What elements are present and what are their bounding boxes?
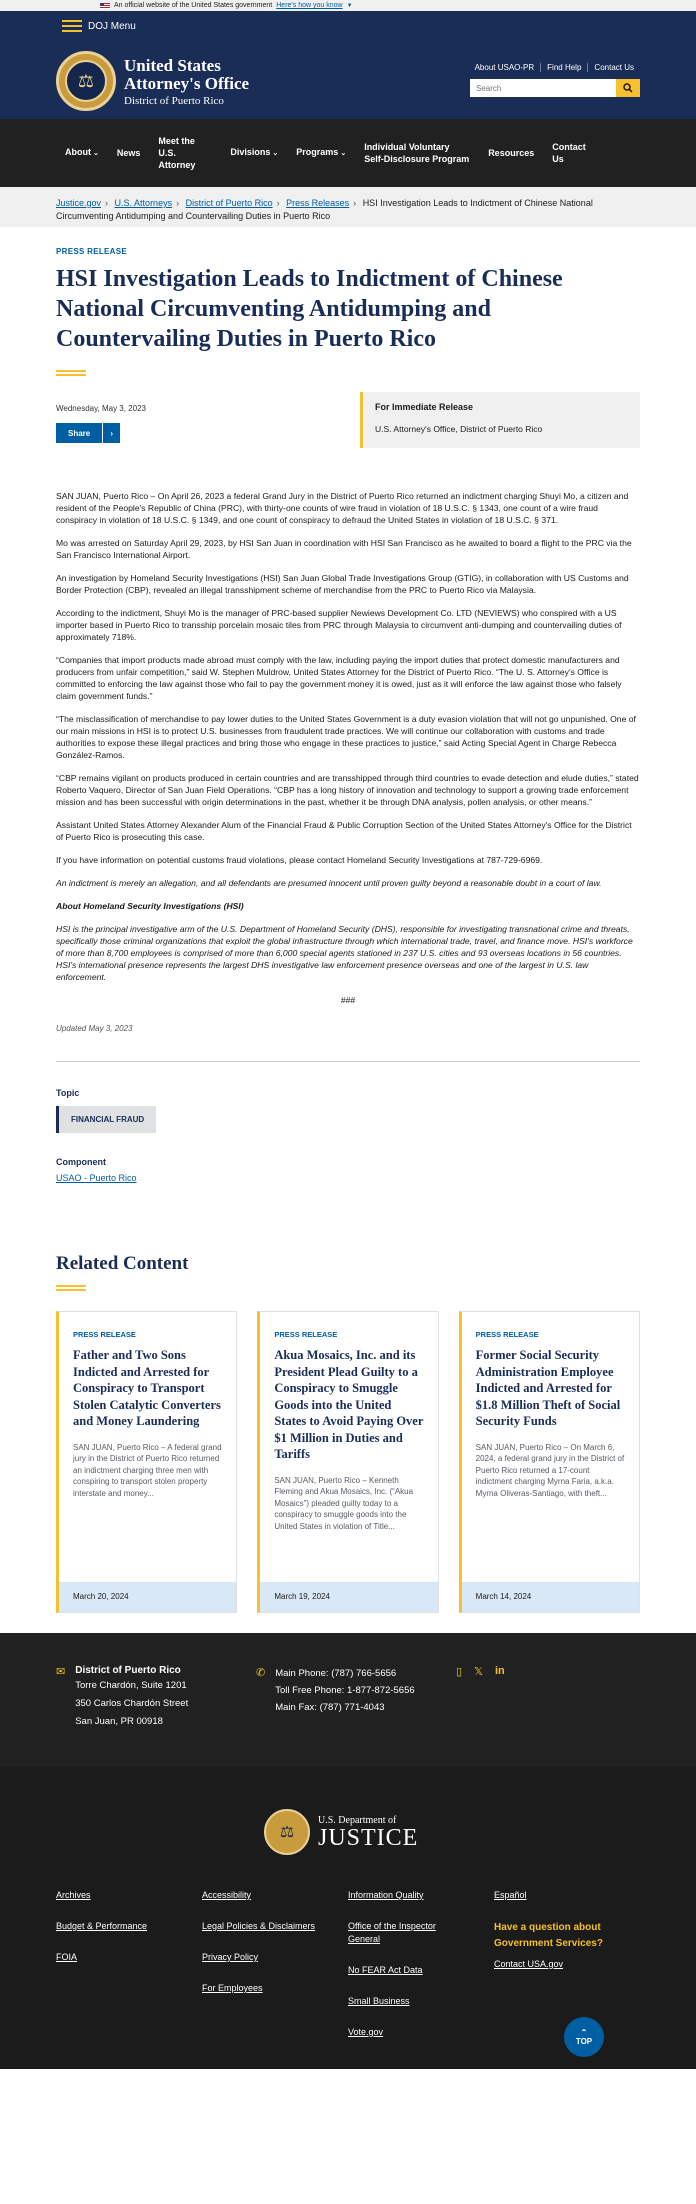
footer-link[interactable]: Privacy Policy	[202, 1952, 259, 1962]
updated-date: Updated May 3, 2023	[56, 1024, 133, 1033]
utility-links	[469, 63, 640, 72]
body-paragraph: According to the indictment, Shuyi Mo is the manager of PRC-based supplier Newiews Development Co. LTD (NEVIEWS) who conspired with a US importer based in Puerto Rico to transship porcelain mosaic tiles from PRC through Malaysia to circumvent anti-dumping and countervailing duties of approximately 718%.	[56, 608, 622, 642]
search-icon	[623, 83, 633, 93]
nav-item-divisions[interactable]	[221, 146, 287, 160]
share-label: Share	[68, 428, 91, 438]
body-paragraph: An investigation by Homeland Security Investigations (HSI) San Juan Global Trade Investigations Group (GTIG), in collaboration with US Customs and Border Protection (CBP), revealed an illegal transshipment scheme of merchandise from the PRC to Puerto Rico via Malaysia.	[56, 573, 629, 595]
card-date: March 20, 2024	[59, 1582, 236, 1612]
address-line: Torre Chardón, Suite 1201	[75, 1680, 187, 1691]
article-body	[56, 490, 640, 1006]
main-phone[interactable]: Main Phone: (787) 766-5656	[275, 1668, 397, 1679]
doj-seal-icon	[264, 1809, 310, 1855]
nav-item-voluntary-disclosure[interactable]	[355, 141, 479, 165]
footer-link[interactable]: FOIA	[56, 1952, 78, 1962]
related-content-heading: Related Content	[56, 1253, 189, 1274]
card-date: March 19, 2024	[260, 1582, 437, 1612]
footer-office-name: District of Puerto Rico	[75, 1665, 181, 1676]
footer-links	[56, 1889, 640, 2057]
divider	[56, 1061, 640, 1062]
about-hsi-heading: About Homeland Security Investigations (HSI)	[56, 901, 244, 911]
footer-link[interactable]: Legal Policies & Disclaimers	[202, 1921, 316, 1931]
nav-item-contact-us[interactable]	[543, 141, 597, 165]
footer-link-column	[348, 1889, 494, 2057]
x-icon[interactable]: 𝕏	[474, 1666, 483, 1678]
card-eyebrow: PRESS RELEASE	[73, 1330, 136, 1339]
body-paragraph: “The misclassification of merchandise to pay lower duties to the United States Government is a duty evasion violation that will not go unpunished. One of our main missions in HSI is to protect U.S. businesses from fraudulent trade practices. We will continue our collaboration with customs and trade authorities to expose these illegal practices and bring those who engage in these practices to justice,” said Acting Special Agent in Charge Rebecca González-Ramos.	[56, 714, 636, 760]
nav-item-news[interactable]	[108, 147, 150, 159]
main-nav	[0, 119, 696, 187]
end-mark: ###	[340, 995, 356, 1005]
footer-link[interactable]: Archives	[56, 1890, 91, 1900]
chevron-down-icon: ⌄	[93, 150, 99, 157]
footer-link-column	[56, 1889, 202, 2057]
card-title[interactable]: Former Social Security Administration Employee Indicted and Arrested for $1.8 Million Theft of Social Security Funds	[475, 1348, 621, 1428]
related-cards	[56, 1311, 640, 1613]
doj-footer-logo[interactable]	[264, 1809, 418, 1855]
linkedin-icon[interactable]: in	[494, 1665, 505, 1677]
footer-address	[56, 1665, 256, 1767]
card-excerpt: SAN JUAN, Puerto Rico – A federal grand jury in the District of Puerto Rico returned an indictment charging three men with conspiring to transport stolen property interstate and money...	[73, 1442, 222, 1498]
body-paragraph: If you have information on potential customs fraud violations, please contact Homeland Security Investigations at 787-729-6969.	[56, 855, 543, 865]
card-eyebrow: PRESS RELEASE	[475, 1330, 539, 1339]
nav-item-about[interactable]	[56, 146, 108, 160]
nav-item-label: News	[116, 148, 141, 158]
card-date: March 14, 2024	[462, 1582, 639, 1612]
breadcrumb: Justice.gov › U.S. Attorneys › District of Puerto Rico › Press Releases › HSI Investigation Leads to Indictment of Chinese National Circumventing Antidumping and Countervailing Duties in Puerto Rico	[0, 187, 696, 227]
mobile-icon[interactable]: ▯	[456, 1666, 463, 1678]
nav-item-programs[interactable]	[287, 146, 355, 160]
topic-tag-financial-fraud[interactable]: FINANCIAL FRAUD	[56, 1106, 156, 1133]
hamburger-menu-icon[interactable]	[62, 20, 82, 32]
footer-link[interactable]: Office of the Inspector General	[348, 1921, 436, 1944]
site-title-line2: Attorney's Office	[124, 74, 250, 93]
release-office: U.S. Attorney's Office, District of Puerto Rico	[375, 424, 543, 434]
main-fax: Main Fax: (787) 771-4043	[275, 1702, 385, 1713]
footer-link[interactable]: For Employees	[202, 1983, 263, 1993]
doj-menu-bar	[0, 11, 696, 41]
top-label: TOP	[575, 2037, 593, 2046]
article-meta	[56, 392, 640, 448]
address-line: San Juan, PR 00918	[75, 1716, 163, 1727]
about-usao-link[interactable]: About USAO-PR	[474, 63, 535, 72]
release-heading: For Immediate Release	[375, 402, 474, 412]
footer-bottom	[0, 1767, 696, 2069]
footer-link-column	[202, 1889, 348, 2057]
footer-link[interactable]: Small Business	[348, 1996, 410, 2006]
body-paragraph: Mo was arrested on Saturday April 29, 2023, by HSI San Juan in coordination with HSI San Francisco as he awaited to board a flight to the PRC via the San Francisco International Airport.	[56, 538, 632, 560]
doj-logo-line1: U.S. Department of	[318, 1814, 397, 1826]
related-card[interactable]	[459, 1311, 640, 1613]
how-you-know-link[interactable]: Here's how you know	[276, 2, 343, 9]
toll-free-phone[interactable]: Toll Free Phone: 1-877-872-5656	[275, 1685, 415, 1696]
breadcrumb-link-us-attorneys[interactable]: U.S. Attorneys	[114, 198, 173, 208]
related-divider	[56, 1285, 86, 1291]
footer-link[interactable]: Español	[494, 1890, 527, 1900]
about-hsi-text: HSI is the principal investigative arm of the U.S. Department of Homeland Security (DHS), responsible for investigating transnational crime and threats, specifically those criminal organizations that exploit the global infrastructure through which international trade, travel, and finance move. HSI's workforce of more than 8,700 employees is comprised of more than 6,000 special agents stationed in 237 U.S. cities and 93 overseas locations in 56 countries. HSI's international presence represents the largest DHS investigative law enforcement presence overseas and one of the largest in U.S. law enforcement.	[56, 924, 633, 982]
nav-item-label: About	[65, 147, 91, 157]
related-card[interactable]	[257, 1311, 438, 1613]
related-card[interactable]	[56, 1311, 237, 1613]
card-excerpt: SAN JUAN, Puerto Rico – Kenneth Fleming and Akua Mosaics, Inc. (“Akua Mosaics”) pleaded guilty today to a conspiracy to smuggle goods into the United States in violation of Title...	[274, 1475, 414, 1531]
nav-item-label: Individual Voluntary Self-Disclosure Program	[364, 142, 470, 164]
footer-link[interactable]: Budget & Performance	[56, 1921, 148, 1931]
chevron-up-icon: ⌃	[580, 2028, 588, 2037]
card-title[interactable]: Akua Mosaics, Inc. and its President Plead Guilty to a Conspiracy to Smuggle Goods into the United States to Avoid Paying Over $1 Million in Duties and Tariffs	[274, 1348, 424, 1461]
footer-question: Have a question about Government Services?	[494, 1922, 603, 1949]
breadcrumb-link-press-releases[interactable]: Press Releases	[286, 198, 350, 208]
breadcrumb-current: HSI Investigation Leads to Indictment of Chinese National Circumventing Antidumping and Countervailing Duties in Puerto Rico	[56, 198, 593, 221]
site-header	[0, 41, 696, 119]
site-title-line1: United States	[124, 56, 221, 75]
site-subtitle: District of Puerto Rico	[124, 95, 224, 107]
nav-item-label: Programs	[296, 147, 339, 157]
breadcrumb-link-justice[interactable]: Justice.gov	[56, 198, 102, 208]
search-form	[470, 79, 640, 97]
chevron-down-icon: ⌄	[340, 150, 347, 157]
nav-item-resources[interactable]	[479, 147, 543, 159]
chevron-down-icon: ▼	[346, 2, 353, 9]
find-help-link[interactable]: Find Help	[540, 63, 587, 72]
breadcrumb-link-district[interactable]: District of Puerto Rico	[185, 198, 273, 208]
card-excerpt: SAN JUAN, Puerto Rico – On March 6, 2024, a federal grand jury in the District of Puerto Rico returned a 17-count indictment charging Myrna Faria, a.k.a. Myrna Oliveras-Santiago, with theft...	[475, 1442, 625, 1498]
nav-item-meet-us-attorney[interactable]	[149, 135, 221, 171]
nav-item-label: Meet the U.S. Attorney	[158, 136, 196, 170]
footer-link[interactable]: No FEAR Act Data	[348, 1965, 423, 1975]
page-title: HSI Investigation Leads to Indictment of Chinese National Circumventing Antidumping and Countervailing Duties in Puerto Rico	[56, 266, 563, 352]
card-eyebrow: PRESS RELEASE	[274, 1330, 338, 1339]
nav-item-label: Resources	[488, 148, 535, 158]
article-date: Wednesday, May 3, 2023	[56, 404, 146, 413]
chevron-down-icon: ⌄	[272, 150, 279, 157]
phone-icon: ✆	[256, 1667, 266, 1679]
footer-phones	[256, 1665, 456, 1767]
search-input[interactable]	[470, 79, 616, 97]
article	[0, 247, 696, 1613]
footer-social	[456, 1665, 505, 1767]
footer-link[interactable]: Information Quality	[348, 1890, 424, 1900]
card-title[interactable]: Father and Two Sons Indicted and Arrested for Conspiracy to Transport Stolen Catalytic Converters and Money Laundering	[73, 1348, 221, 1428]
body-paragraph: Assistant United States Attorney Alexander Alum of the Financial Fraud & Public Corruption Section of the United States Attorney's Office for the District of Puerto Rico is prosecuting this case.	[56, 820, 632, 842]
doj-menu-button[interactable]: DOJ Menu	[88, 20, 136, 32]
title-divider	[56, 370, 86, 376]
gov-banner	[0, 0, 696, 11]
body-paragraph: “CBP remains vigilant on products produced in certain countries and are transshipped through third countries to evade detection and elude duties,” stated Roberto Vaquero, Director of San Juan Field Operations. “CBP has a long history of innovation and technology to support a growing trade enforcement mission and has been successful with origin determinations in the past, whether it be through DNA analysis, pollen analysis, or other means.”	[56, 773, 639, 807]
immediate-release-box	[360, 392, 640, 448]
article-eyebrow: PRESS RELEASE	[56, 247, 128, 256]
contact-us-link[interactable]: Contact Us	[587, 63, 640, 72]
doj-seal-logo[interactable]	[56, 51, 116, 111]
doj-logo-line2: JUSTICE	[318, 1824, 419, 1851]
back-to-top-button[interactable]	[564, 2017, 604, 2057]
site-title[interactable]	[124, 57, 249, 109]
contact-usa-gov-link[interactable]: Contact USA.gov	[494, 1959, 564, 1969]
address-line: 350 Carlos Chardón Street	[75, 1698, 189, 1709]
share-button[interactable]	[56, 423, 120, 443]
footer-link[interactable]: Accessibility	[202, 1890, 252, 1900]
disclaimer: An indictment is merely an allegation, and all defendants are presumed innocent until proven guilty beyond a reasonable doubt in a court of law.	[56, 878, 602, 888]
footer-contact	[0, 1633, 696, 1767]
us-flag-icon	[100, 3, 110, 9]
component-label: Component	[56, 1157, 106, 1167]
topic-label: Topic	[56, 1088, 80, 1098]
body-paragraph: SAN JUAN, Puerto Rico – On April 26, 2023 a federal Grand Jury in the District of Puerto Rico returned an indictment charging Shuyi Mo, a citizen and resident of the People's Republic of China (PRC), with thirty-one counts of wire fraud in violation of 18 U.S.C. § 1343, one count of a wire fraud conspiracy in violation of 18 U.S.C. § 1349, and one count of conspiracy to defraud the United States in violation of 18 U.S.C. § 371.	[56, 491, 629, 525]
chevron-right-icon: ›	[102, 423, 120, 443]
body-paragraph: “Companies that import products made abroad must comply with the law, including paying the import duties that protect domestic manufacturers and producers from unfair competition,” said W. Stephen Muldrow, United States Attorney for the District of Puerto Rico. “The U. S. Attorney's Office is committed to enforcing the law against those who fail to pay the government money it is owed, just as it will enforce the law against those who falsely claim government funds.”	[56, 655, 622, 701]
envelope-icon: ✉	[56, 1666, 66, 1678]
footer-link[interactable]: Vote.gov	[348, 2027, 384, 2037]
nav-item-label: Contact Us	[552, 142, 586, 164]
gov-banner-text: An official website of the United States government	[114, 2, 273, 9]
nav-item-label: Divisions	[230, 147, 271, 157]
component-link[interactable]: USAO - Puerto Rico	[56, 1173, 137, 1183]
search-button[interactable]	[616, 79, 640, 97]
